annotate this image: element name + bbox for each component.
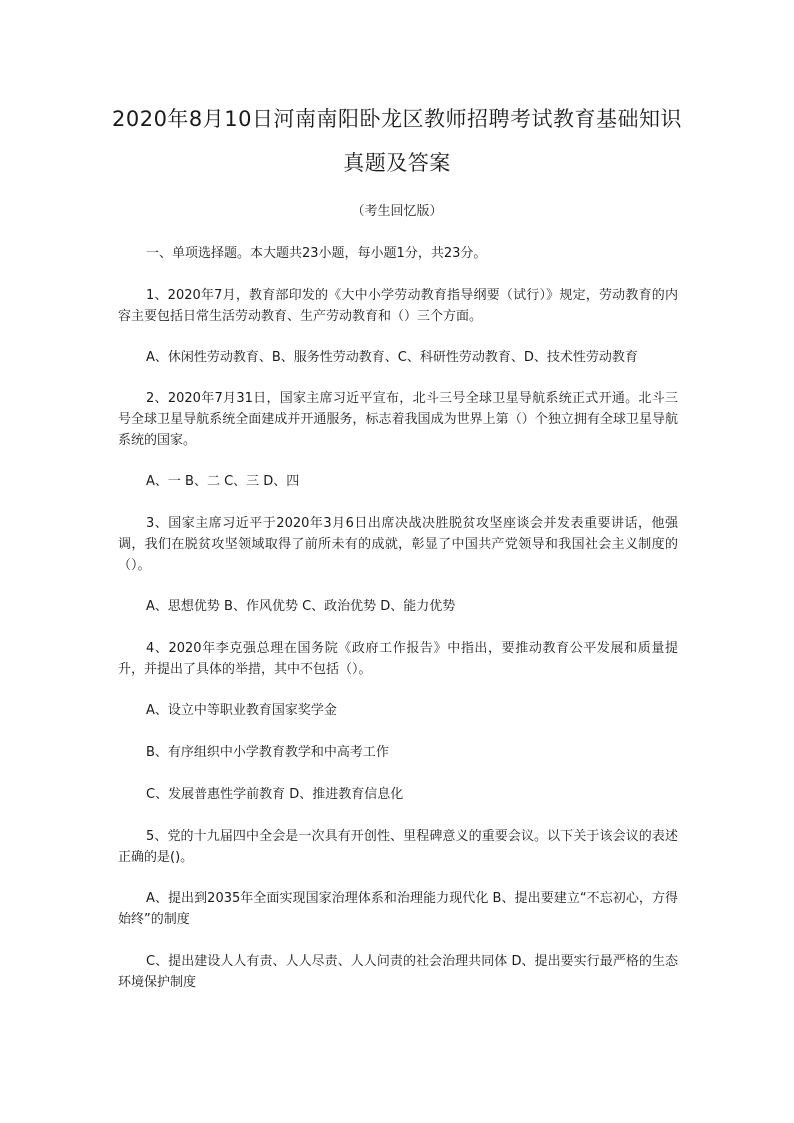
question-1-stem: 1、2020年7月，教育部印发的《大中小学劳动教育指导纲要（试行）》规定，劳动教育的内容主要包括日常生活劳动教育、生产劳动教育和（）三个方面。 xyxy=(118,288,678,324)
question-3-stem: 3、国家主席习近平于2020年3月6日出席决战决胜脱贫攻坚座谈会并发表重要讲话，他强调，我们在脱贫攻坚领域取得了前所未有的成就，彰显了中国共产党领导和我国社会主义制度的（）。 xyxy=(118,516,678,573)
question-2-stem: 2、2020年7月31日，国家主席习近平宣布，北斗三号全球卫星导航系统正式开通。北斗三号全球卫星导航系统全面建成并开通服务，标志着我国成为世界上第（）个独立拥有全球卫星导航系统的国家。 xyxy=(118,391,678,448)
question-4-stem: 4、2020年李克强总理在国务院《政府工作报告》中指出，要推动教育公平发展和质量提升，并提出了具体的举措，其中不包括（）。 xyxy=(118,641,678,677)
section-heading: 一、单项选择题。本大题共23小题，每小题1分，共23分。 xyxy=(146,246,487,261)
document-title: 2020年8月10日河南南阳卧龙区教师招聘考试教育基础知识真题及答案 xyxy=(111,107,683,175)
question-4-option-a: A、设立中等职业教育国家奖学金 xyxy=(146,703,337,718)
question-5-option-ab: A、提出到2035年全面实现国家治理体系和治理能力现代化 B、提出要建立“不忘初心，方得始终”的制度 xyxy=(118,891,678,927)
question-5-stem: 5、党的十九届四中全会是一次具有开创性、里程碑意义的重要会议。以下关于该会议的表述正确的是()。 xyxy=(118,829,678,865)
question-1-options: A、休闲性劳动教育、B、服务性劳动教育、C、科研性劳动教育、D、技术性劳动教育 xyxy=(146,350,638,365)
question-4-option-cd: C、发展普惠性学前教育 D、推进教育信息化 xyxy=(146,787,404,802)
question-5-option-cd: C、提出建设人人有责、人人尽责、人人问责的社会治理共同体 D、提出要实行最严格的生态环境保护制度 xyxy=(118,954,678,990)
question-2-options: A、一 B、二 C、三 D、四 xyxy=(146,474,300,489)
question-3-options: A、思想优势 B、作风优势 C、政治优势 D、能力优势 xyxy=(146,599,456,614)
document-subtitle: （考生回忆版） xyxy=(351,204,443,219)
question-4-option-b: B、有序组织中小学教育教学和中高考工作 xyxy=(146,745,389,760)
